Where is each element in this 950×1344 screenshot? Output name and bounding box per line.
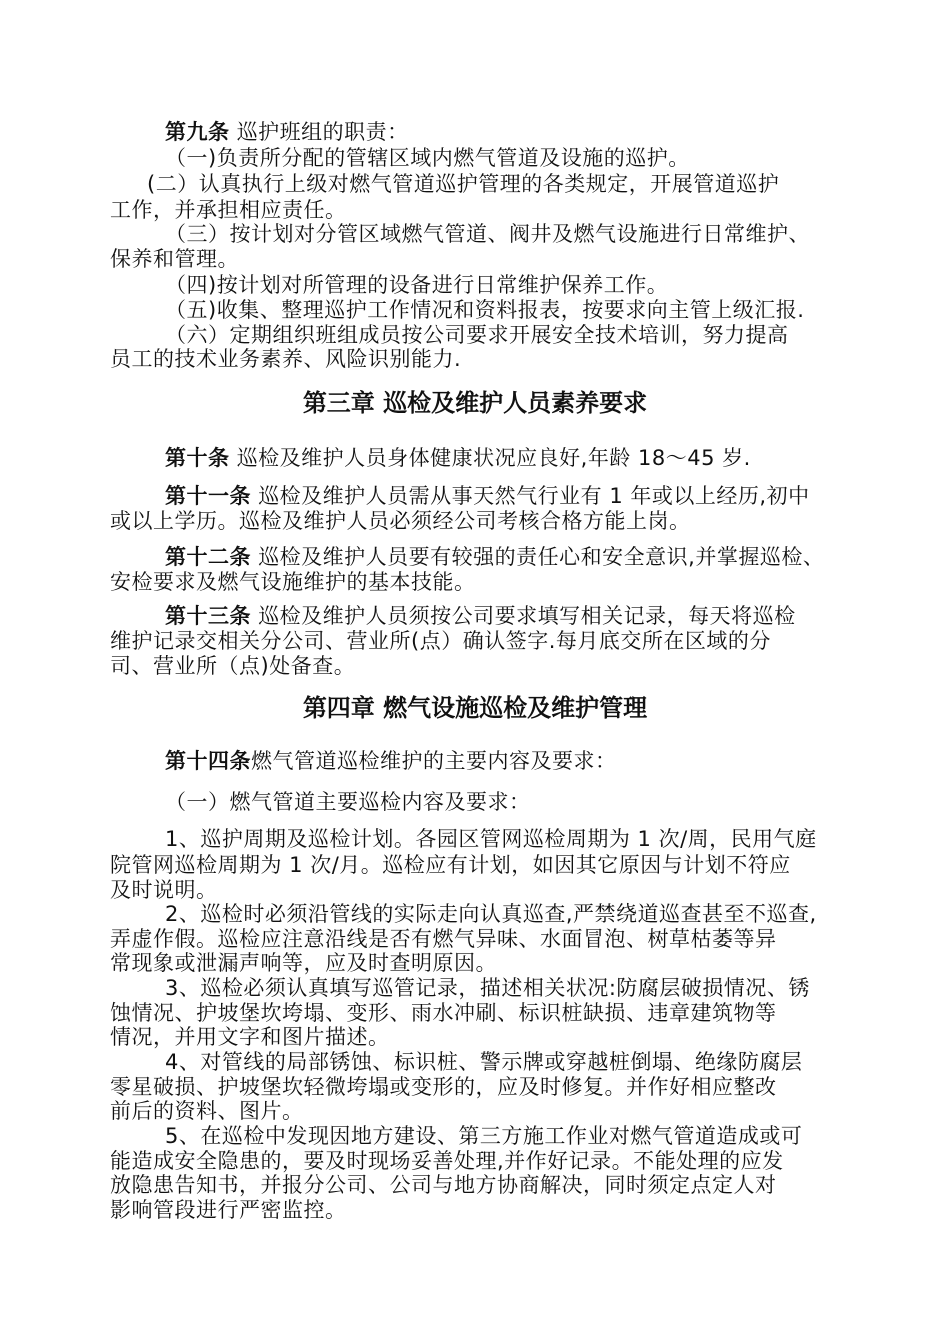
- article-9-item-2-line-1: (二）认真执行上级对燃气管道巡护管理的各类规定，开展管道巡护: [147, 172, 780, 196]
- article-11-label: 第十一条: [165, 484, 251, 508]
- para-3-line-3: 情况，并用文字和图片描述。: [110, 1025, 390, 1049]
- article-13-line-1: [165, 603, 796, 629]
- article-14-text: 燃气管道巡检维护的主要内容及要求：: [251, 749, 617, 773]
- para-2-line-1: 2、巡检时必须沿管线的实际走向认真巡查,严禁绕道巡查甚至不巡查,: [165, 902, 817, 926]
- article-9-item-5: （五)收集、整理巡护工作情况和资料报表，按要求向主管上级汇报.: [165, 298, 805, 322]
- article-12-text-1: 巡检及维护人员要有较强的责任心和安全意识,并掌握巡检、: [258, 545, 825, 569]
- article-11-line-2: 或以上学历。巡检及维护人员必须经公司考核合格方能上岗。: [110, 509, 691, 533]
- article-9-item-6-line-1: （六）定期组织班组成员按公司要求开展安全技术培训，努力提高: [165, 323, 789, 347]
- para-5-line-2: 能造成安全隐患的，要及时现场妥善处理,并作好记录。不能处理的应发: [110, 1149, 784, 1173]
- article-14-label: 第十四条: [165, 749, 251, 773]
- para-3-line-1: 3、巡检必须认真填写巡管记录，描述相关状况:防腐层破损情况、锈: [165, 976, 810, 1000]
- article-9-heading: [165, 119, 409, 145]
- para-5-line-3: 放隐患告知书，并报分公司、公司与地方协商解决，同时须定点定人对: [110, 1173, 777, 1197]
- para-2-line-2: 弄虚作假。巡检应注意沿线是否有燃气异味、水面冒泡、树草枯萎等异: [110, 927, 777, 951]
- article-9-item-4: （四)按计划对所管理的设备进行日常维护保养工作。: [165, 273, 669, 297]
- para-3-line-2: 蚀情况、护坡堡坎垮塌、变形、雨水冲刷、标识桩缺损、违章建筑物等: [110, 1001, 777, 1025]
- para-5-line-4: 影响管段进行严密监控。: [110, 1198, 347, 1222]
- para-4-line-2: 零星破损、护坡堡坎轻微垮塌或变形的，应及时修复。并作好相应整改: [110, 1075, 777, 1099]
- article-12-label: 第十二条: [165, 545, 251, 569]
- article-12-line-2: 安检要求及燃气设施维护的基本技能。: [110, 570, 476, 594]
- para-4-line-3: 前后的资料、图片。: [110, 1099, 304, 1123]
- para-4-line-1: 4、对管线的局部锈蚀、标识桩、警示牌或穿越桩倒塌、绝缘防腐层: [165, 1050, 803, 1074]
- article-9-label: 第九条: [165, 120, 230, 144]
- article-10-text: 巡检及维护人员身体健康状况应良好,年龄 18～45 岁.: [236, 446, 751, 470]
- article-12-line-1: [165, 544, 824, 570]
- article-9-item-6-line-2: 员工的技术业务素养、风险识别能力.: [110, 347, 462, 371]
- article-9-item-3-line-2: 保养和管理。: [110, 247, 239, 271]
- para-1-line-3: 及时说明。: [110, 878, 218, 902]
- article-9-item-1: （一)负责所分配的管辖区域内燃气管道及设施的巡护。: [165, 146, 690, 170]
- chapter-3-title: 第三章 巡检及维护人员素养要求: [302, 388, 648, 417]
- chapter-4-title: 第四章 燃气设施巡检及维护管理: [302, 693, 648, 722]
- section-1-title: （一）燃气管道主要巡检内容及要求：: [165, 790, 531, 814]
- article-10: [165, 445, 751, 471]
- article-13-text-1: 巡检及维护人员须按公司要求填写相关记录，每天将巡检: [258, 604, 796, 628]
- article-11-line-1: [165, 483, 810, 509]
- para-1-line-1: 1、巡护周期及巡检计划。各园区管网巡检周期为 1 次/周，民用气庭: [165, 827, 817, 851]
- article-13-line-2: 维护记录交相关分公司、营业所(点）确认签字.每月底交所在区域的分: [110, 629, 771, 653]
- article-13-line-3: 司、营业所（点)处备查。: [110, 654, 356, 678]
- article-13-label: 第十三条: [165, 604, 251, 628]
- article-14: [165, 748, 617, 774]
- article-9-item-3-line-1: （三）按计划对分管区域燃气管道、阀井及燃气设施进行日常维护、: [165, 222, 810, 246]
- article-9-title: 巡护班组的职责：: [236, 120, 409, 144]
- article-10-label: 第十条: [165, 446, 230, 470]
- para-1-line-2: 院管网巡检周期为 1 次/月。巡检应有计划，如因其它原因与计划不符应: [110, 853, 791, 877]
- article-9-item-2-line-2: 工作，并承担相应责任。: [110, 198, 347, 222]
- para-5-line-1: 5、在巡检中发现因地方建设、第三方施工作业对燃气管道造成或可: [165, 1124, 803, 1148]
- para-2-line-3: 常现象或泄漏声响等，应及时查明原因。: [110, 951, 497, 975]
- article-11-text-1: 巡检及维护人员需从事天然气行业有 1 年或以上经历,初中: [258, 484, 810, 508]
